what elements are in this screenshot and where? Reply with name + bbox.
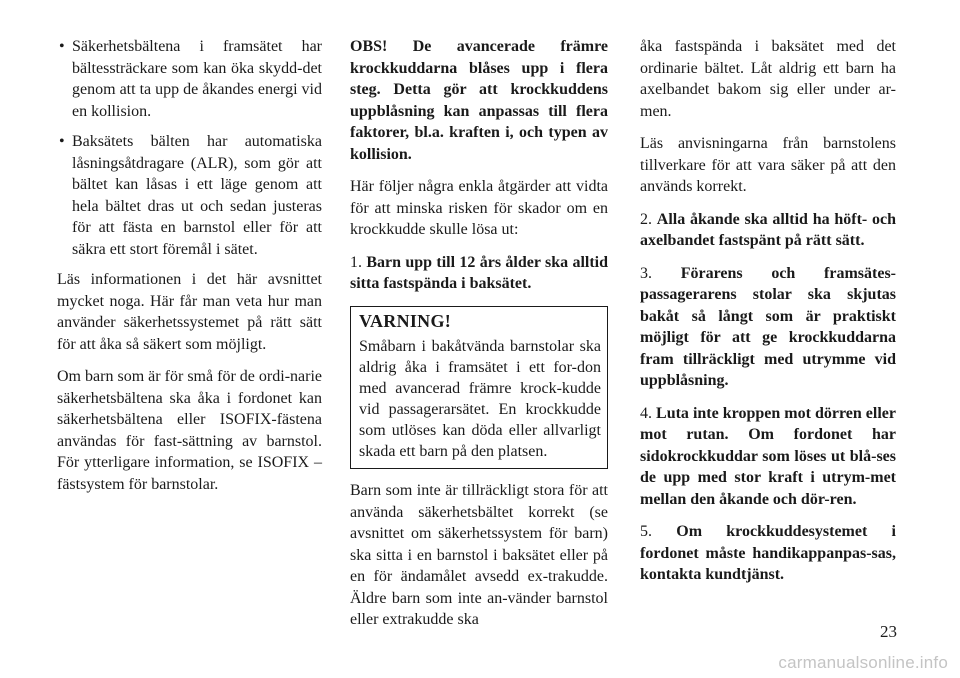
watermark: carmanualsonline.info <box>778 653 948 672</box>
warning-box <box>350 306 608 470</box>
item-text: Barn upp till 12 års ålder ska alltid sitta fastspända i baksätet. <box>350 253 608 292</box>
numbered-item-2 <box>640 209 896 252</box>
bullet-list <box>57 36 322 260</box>
item-text: Om krockkuddesystemet i fordonet måste handikappanpas-sas, kontakta kundtjänst. <box>640 523 897 583</box>
warning-text: Småbarn i bakåtvända barnstolar ska aldrig åka i framsätet i ett for-don med avancerad främre krock-kudde vid passagerarsätet. En krockkudde som utlöses kan döda eller allvarligt skada ett barn på den platsen. <box>359 338 601 460</box>
column-left <box>57 36 322 506</box>
bullet-item <box>57 131 322 260</box>
intro-paragraph: Här följer några enkla åtgärder att vidta för att minska risken för skador om en krockkudde skulle lösa ut: <box>350 178 608 238</box>
bullet-item <box>57 36 322 122</box>
paragraph-child-seats: Om barn som är för små för de ordi-narie säkerhetsbältena ska åka i fordonet kan säkerhetsbältena eller ISOFIX-fästena användas för fast-sättning av barnstol. För ytterligare information, se ISOFIX – fästsystem för barnstolar. <box>57 368 322 493</box>
obs-paragraph: OBS! De avancerade främre krockkuddarna blåses upp i flera steg. Detta gör att krockkuddens uppblåsning kan anpassas till flera faktorer, bl.a. kraften i, och typen av kollision. <box>350 38 608 163</box>
item-text: Luta inte kroppen mot dörren eller mot rutan. Om fordonet har sidokrockkuddar som löses ut blå-ses de upp med stor kraft i utrym-met mellan den åkande och dör-ren. <box>640 404 897 508</box>
item-number: 4. <box>640 404 652 422</box>
bullet-dot-icon: • <box>59 133 65 150</box>
bullet-text: Baksätets bälten har automatiska låsningsåtdragare (ALR), som gör att bältet kan låsas i ett läge genom att hela bältet dras ut och sedan justeras för att fästa en barnstol eller för att säkra ett stort föremål i sätet. <box>72 133 322 258</box>
item-number: 5. <box>640 523 652 540</box>
numbered-item-3 <box>640 263 896 392</box>
item-text: Förarens och framsätes-passagerarens stolar ska skjutas bakåt så långt som är praktiskt möjligt för att ge krockkuddarna fram tillräckligt med utrymme vid uppblåsning. <box>640 264 896 389</box>
warning-title: VARNING! <box>359 310 452 331</box>
numbered-item-1 <box>350 252 608 295</box>
item-text: Alla åkande ska alltid ha höft- och axelbandet fastspänt på rätt sätt. <box>640 210 897 249</box>
column-middle <box>350 36 608 642</box>
paragraph-older-children: Barn som inte är tillräckligt stora för att använda säkerhetsbältet korrekt (se avsnittet om säkerhetssystem för barn) ska sitta i en barnstol i baksätet eller på en för ändamålet avsedd ex-trakudde. Äldre barn som inte an-vänder barnstol eller extrakudde ska <box>350 482 608 628</box>
column-right <box>640 36 896 597</box>
item-number: 1. <box>350 253 362 271</box>
paragraph-instructions: Läs anvisningarna från barnstolens tillverkare för att vara säker på att den används korrekt. <box>640 135 896 195</box>
paragraph-read-info: Läs informationen i det här avsnittet mycket noga. Här får man veta hur man använder säkerhetssystemet på rätt sätt för att åka så säkert som möjligt. <box>57 271 322 353</box>
paragraph-continuation: åka fastspända i baksätet med det ordinarie bältet. Låt aldrig ett barn ha axelbandet bakom sig eller under ar-men. <box>640 38 896 120</box>
page-number: 23 <box>880 622 897 641</box>
numbered-item-4 <box>640 403 896 511</box>
bullet-dot-icon: • <box>59 38 65 55</box>
numbered-item-5 <box>640 521 896 586</box>
item-number: 2. <box>640 210 652 228</box>
item-number: 3. <box>640 264 652 282</box>
bullet-text: Säkerhetsbältena i framsätet har bältessträckare som kan öka skydd-det genom att ta upp de åkandes energi vid en kollision. <box>72 38 322 120</box>
